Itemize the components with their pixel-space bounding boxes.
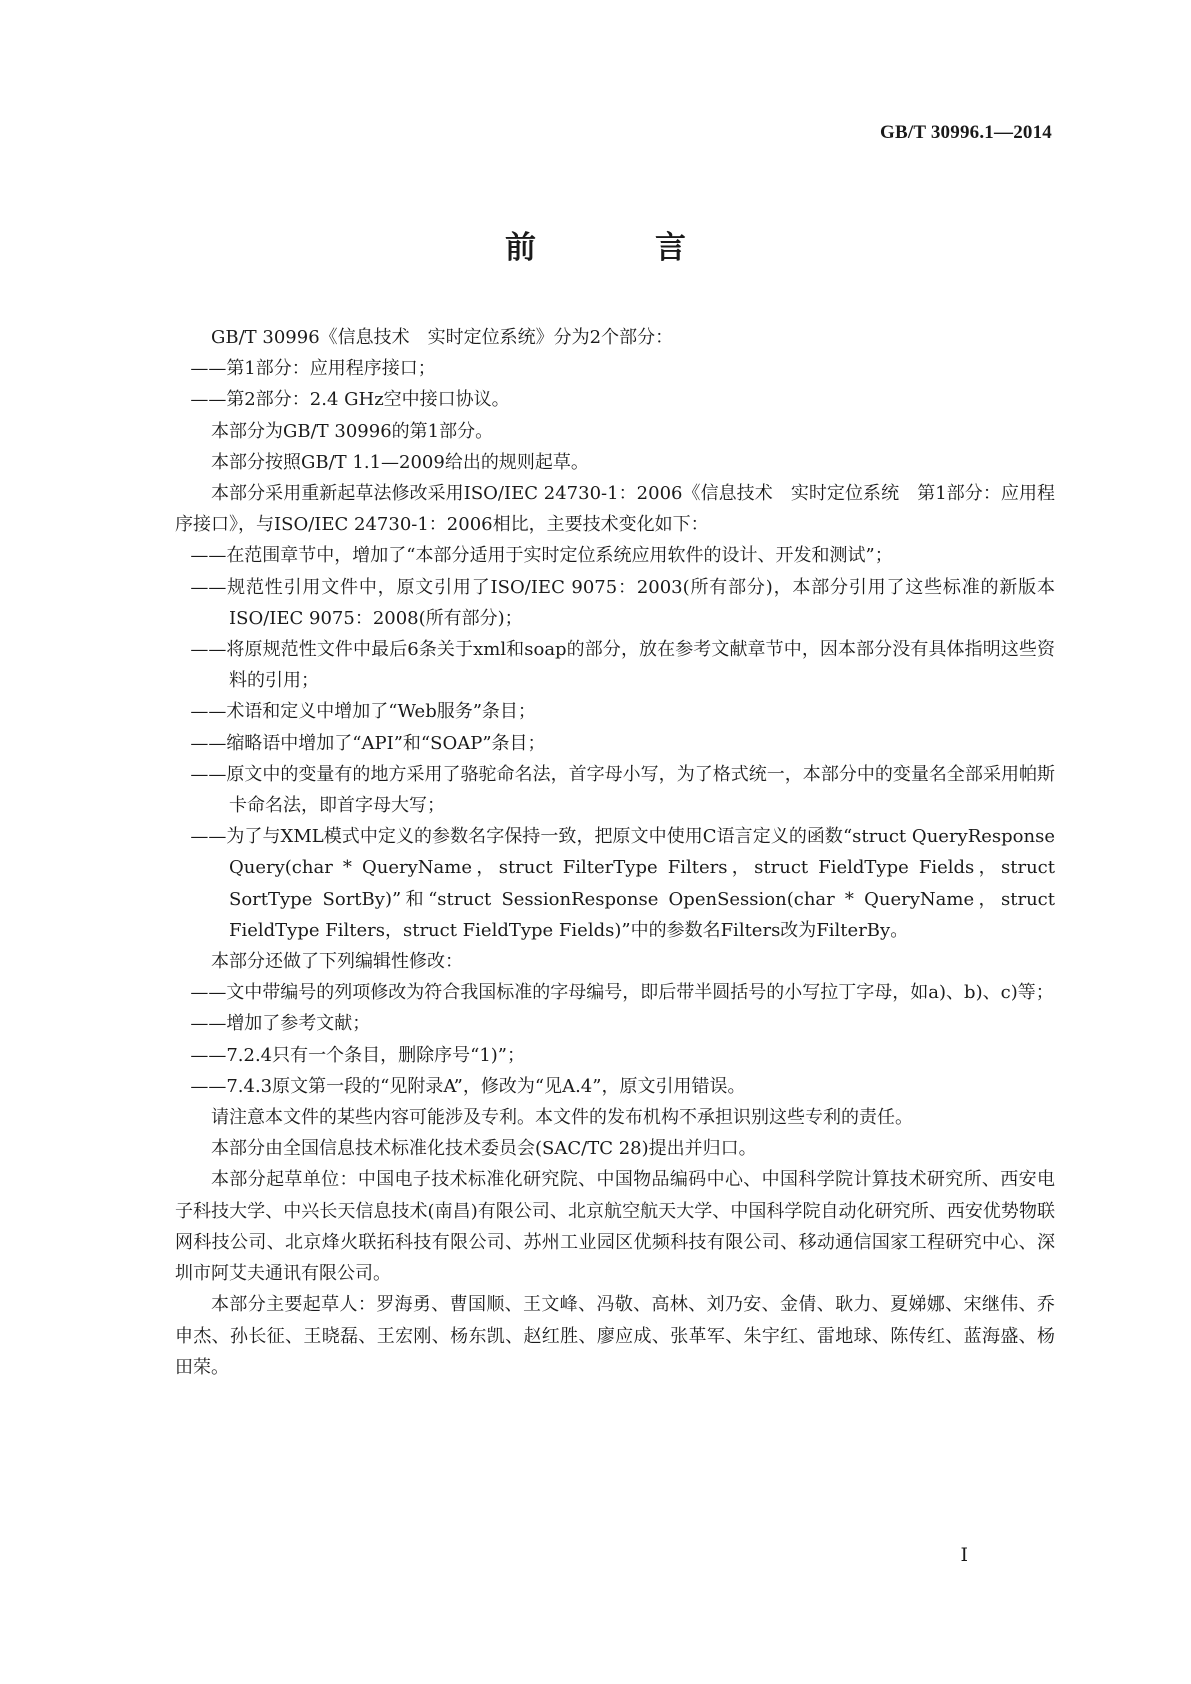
list-item: ——文中带编号的列项修改为符合我国标准的字母编号，即后带半圆括号的小写拉丁字母，如a)、b)、c)等； [190,982,1054,1004]
list-item: ——第2部分：2.4 GHz空中接口协议。 [190,389,510,411]
page-title: 前 言 [505,230,730,266]
paragraph: 本部分按照GB/T 1.1—2009给出的规则起草。 [211,451,589,473]
list-item: ——第1部分：应用程序接口； [190,358,436,380]
paragraph: 本部分还做了下列编辑性修改： [211,951,463,973]
paragraph: GB/T 30996《信息技术 实时定位系统》分为2个部分： [211,327,674,348]
list-item: ——术语和定义中增加了“Web服务”条目； [190,701,536,723]
paragraph: 本部分主要起草人：罗海勇、曹国顺、王文峰、冯敬、高林、刘乃安、金倩、耿力、夏娣娜、宋继伟、乔申杰、孙长征、王晓磊、王宏刚、杨东凯、赵红胜、廖应成、张革军、朱宇红、雷地球、陈传红、蓝海盛、杨田荣。 [175,1294,1055,1378]
list-item: ——增加了参考文献； [190,1013,371,1035]
list-item: ——为了与XML模式中定义的参数名字保持一致，把原文中使用C语言定义的函数“struct QueryResponse Query(char * QueryName，struct FilterType Filters，struct FieldType Fields，struct SortType SortBy)”和“struct SessionResponse OpenSession(char * QueryName，struct FieldType Filters，struct FieldType Fields)”中的参数名Filters改为FilterBy。 [190,826,1055,941]
paragraph: 本部分起草单位：中国电子技术标准化研究院、中国物品编码中心、中国科学院计算技术研究所、西安电子科技大学、中兴长天信息技术(南昌)有限公司、北京航空航天大学、中国科学院自动化研究所、西安优势物联网科技公司、北京烽火联拓科技有限公司、苏州工业园区优频科技有限公司、移动通信国家工程研究中心、深圳市阿艾夫通讯有限公司。 [175,1169,1055,1285]
standard-code: GB/T 30996.1—2014 [880,122,1052,143]
document-body [175,322,1055,1383]
list-item: ——缩略语中增加了“API”和“SOAP”条目； [190,732,546,754]
list-item: ——7.4.3原文第一段的“见附录A”，修改为“见A.4”，原文引用错误。 [190,1075,746,1097]
list-item: ——在范围章节中，增加了“本部分适用于实时定位系统应用软件的设计、开发和测试”； [190,545,893,567]
list-item: ——将原规范性文件中最后6条关于xml和soap的部分，放在参考文献章节中，因本部分没有具体指明这些资料的引用； [190,639,1055,692]
list-item: ——7.2.4只有一个条目，删除序号“1)”； [190,1044,525,1066]
list-item: ——原文中的变量有的地方采用了骆驼命名法，首字母小写，为了格式统一，本部分中的变量名全部采用帕斯卡命名法，即首字母大写； [190,763,1055,817]
paragraph: 本部分采用重新起草法修改采用ISO/IEC 24730-1：2006《信息技术 实时定位系统 第1部分：应用程序接口》，与ISO/IEC 24730-1：2006相比，主要技术变化如下： [175,483,1055,536]
list-item: ——规范性引用文件中，原文引用了ISO/IEC 9075：2003(所有部分)，本部分引用了这些标准的新版本ISO/IEC 9075：2008(所有部分)； [190,576,1055,629]
paragraph: 请注意本文件的某些内容可能涉及专利。本文件的发布机构不承担识别这些专利的责任。 [211,1107,913,1129]
paragraph: 本部分为GB/T 30996的第1部分。 [211,420,494,442]
page-number: I [960,1544,968,1566]
paragraph: 本部分由全国信息技术标准化技术委员会(SAC/TC 28)提出并归口。 [211,1138,757,1160]
